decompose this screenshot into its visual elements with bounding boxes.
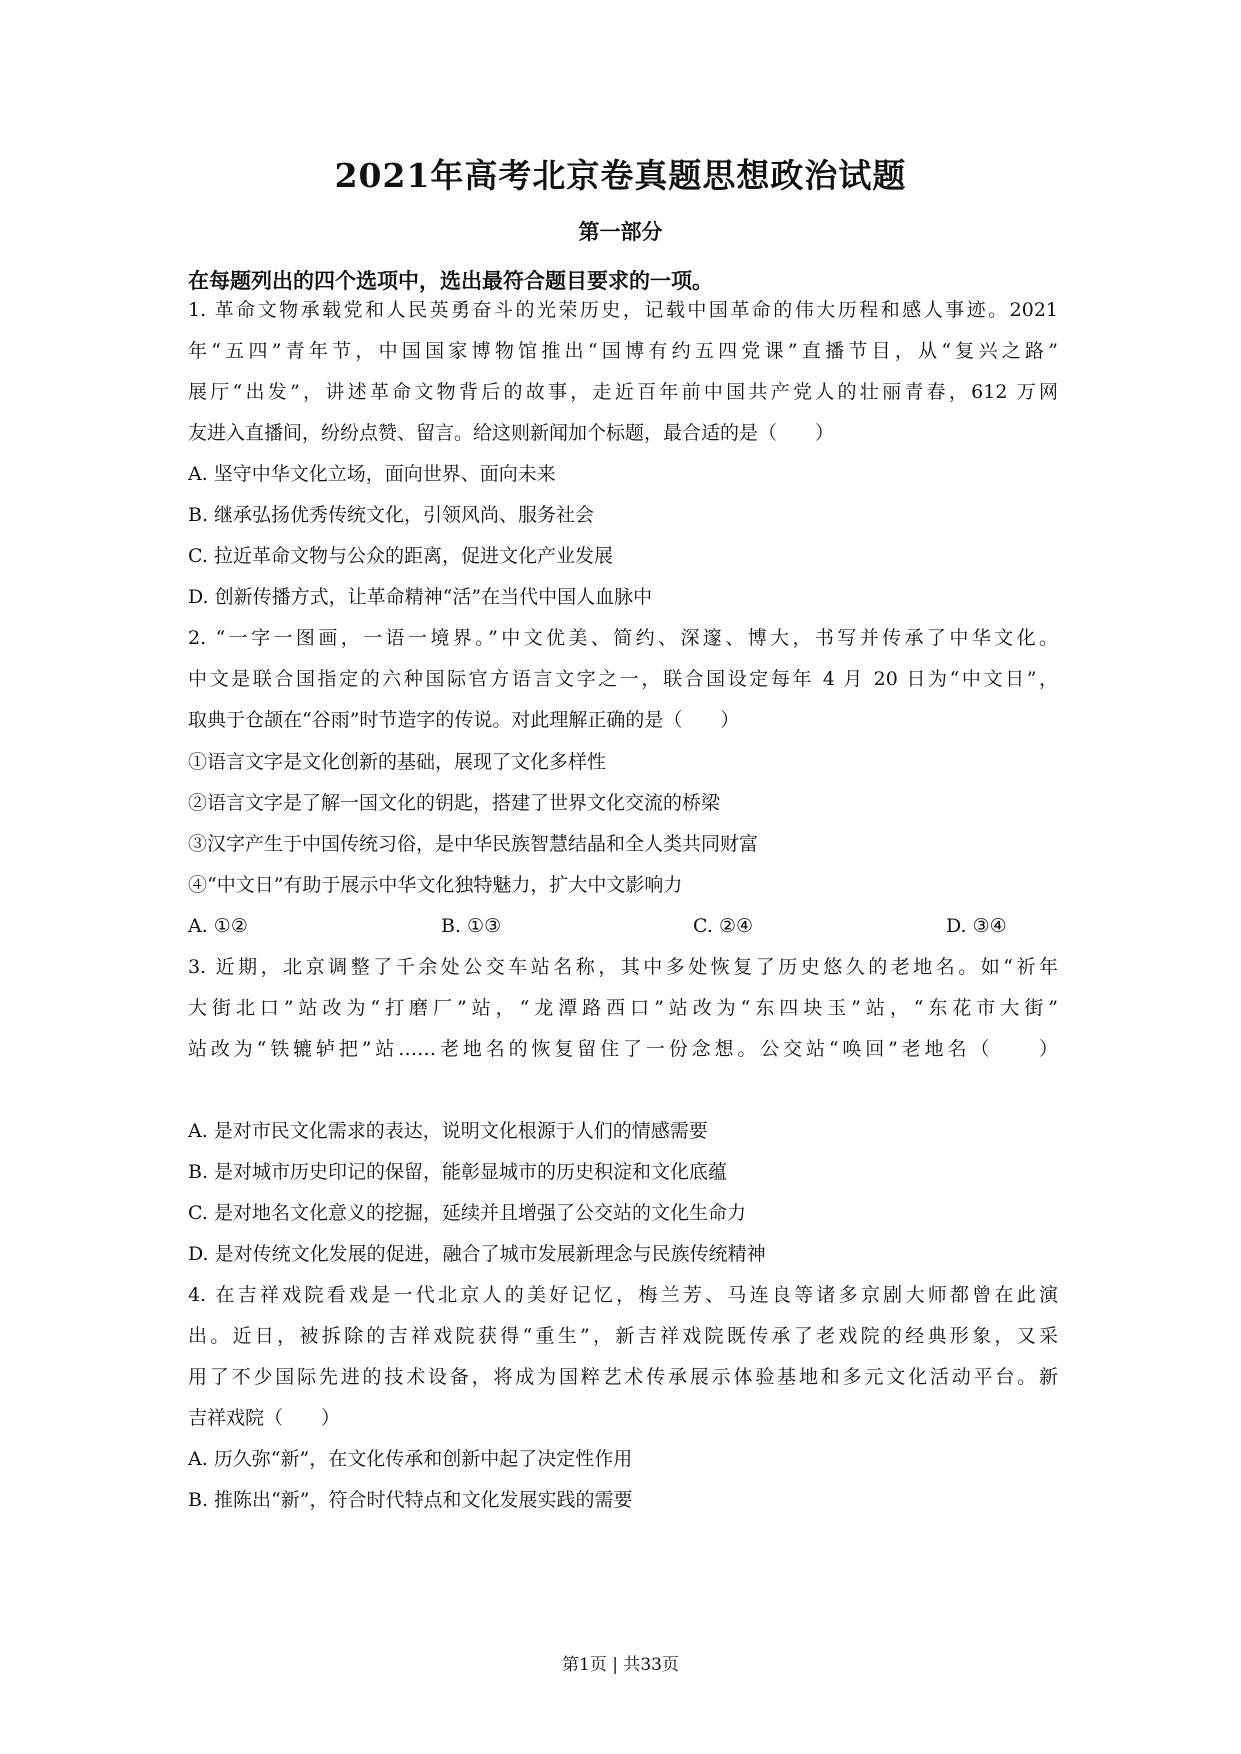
q1-option-a: A. 坚守中华文化立场，面向世界、面向未来 [188,463,556,485]
q3-option-c: C. 是对地名文化意义的挖掘，延续并且增强了公交站的文化生命力 [188,1202,746,1224]
section-heading: 第一部分 [578,219,663,244]
q1-stem-line: 友进入直播间，纷纷点赞、留言。给这则新闻加个标题，最合适的是（ ） [188,422,835,444]
page-number-footer: 第1页 | 共33页 [562,1655,679,1675]
q3-stem-line: 大街北口”站改为“打磨厂”站，“龙潭路西口”站改为“东四块玉”站，“东花市大街” [188,997,1058,1019]
section-instruction: 在每题列出的四个选项中，选出最符合题目要求的一项。 [188,268,713,293]
q2-stem-line: 中文是联合国指定的六种国际官方语言文字之一，联合国设定每年 4 月 20 日为“中文日”， [188,668,1058,690]
q2-statement-2: ②语言文字是了解一国文化的钥匙，搭建了世界文化交流的桥梁 [188,792,721,814]
q4-option-a: A. 历久弥“新”，在文化传承和创新中起了决定性作用 [188,1448,633,1470]
exam-title: 2021年高考北京卷真题思想政治试题 [334,156,907,195]
q1-option-b: B. 继承弘扬优秀传统文化，引领风尚、服务社会 [188,504,595,526]
q3-stem-line: 3. 近期，北京调整了千余处公交车站名称，其中多处恢复了历史悠久的老地名。如“祈年 [188,956,1058,978]
q2-statement-1: ①语言文字是文化创新的基础，展现了文化多样性 [188,751,607,773]
q2-stem-line: 取典于仓颉在“谷雨”时节造字的传说。对此理解正确的是（ ） [188,709,740,731]
q2-option-b: B. ①③ [441,915,502,937]
q4-option-b: B. 推陈出“新”，符合时代特点和文化发展实践的需要 [188,1489,633,1511]
q4-stem-line: 出。近日，被拆除的吉祥戏院获得“重生”，新吉祥戏院既传承了老戏院的经典形象，又采 [188,1325,1058,1347]
q3-option-a: A. 是对市民文化需求的表达，说明文化根源于人们的情感需要 [188,1120,708,1142]
q1-stem-line: 年“五四”青年节，中国国家博物馆推出“国博有约五四党课”直播节目，从“复兴之路” [188,340,1058,362]
q1-option-d: D. 创新传播方式，让革命精神“活”在当代中国人血脉中 [188,586,653,608]
q2-option-c: C. ②④ [693,915,754,937]
q2-statement-4: ④“中文日”有助于展示中华文化独特魅力，扩大中文影响力 [188,874,683,896]
q1-option-c: C. 拉近革命文物与公众的距离，促进文化产业发展 [188,545,613,567]
q4-stem-line: 4. 在吉祥戏院看戏是一代北京人的美好记忆，梅兰芳、马连良等诸多京剧大师都曾在此演 [188,1284,1058,1306]
q2-statement-3: ③汉字产生于中国传统习俗，是中华民族智慧结晶和全人类共同财富 [188,833,759,855]
q2-option-d: D. ③④ [946,915,1007,937]
q1-stem-line: 展厅“出发”，讲述革命文物背后的故事，走近百年前中国共产党人的壮丽青春，612 万网 [188,381,1058,403]
q3-option-b: B. 是对城市历史印记的保留，能彰显城市的历史积淀和文化底蕴 [188,1161,728,1183]
q3-option-d: D. 是对传统文化发展的促进，融合了城市发展新理念与民族传统精神 [188,1243,766,1265]
q2-option-a: A. ①② [188,915,248,937]
q2-stem-line: 2. “一字一图画，一语一境界。”中文优美、简约、深邃、博大，书写并传承了中华文化。 [188,627,1058,649]
q1-stem-line: 1. 革命文物承载党和人民英勇奋斗的光荣历史，记载中国革命的伟大历程和感人事迹。2021 [188,299,1058,321]
q4-stem-line: 用了不少国际先进的技术设备，将成为国粹艺术传承展示体验基地和多元文化活动平台。新 [188,1366,1058,1388]
q3-stem-line: 站改为“铁辘轳把”站……老地名的恢复留住了一份念想。公交站“唤回”老地名（ ） [188,1038,1058,1060]
q4-stem-line: 吉祥戏院（ ） [188,1407,341,1429]
